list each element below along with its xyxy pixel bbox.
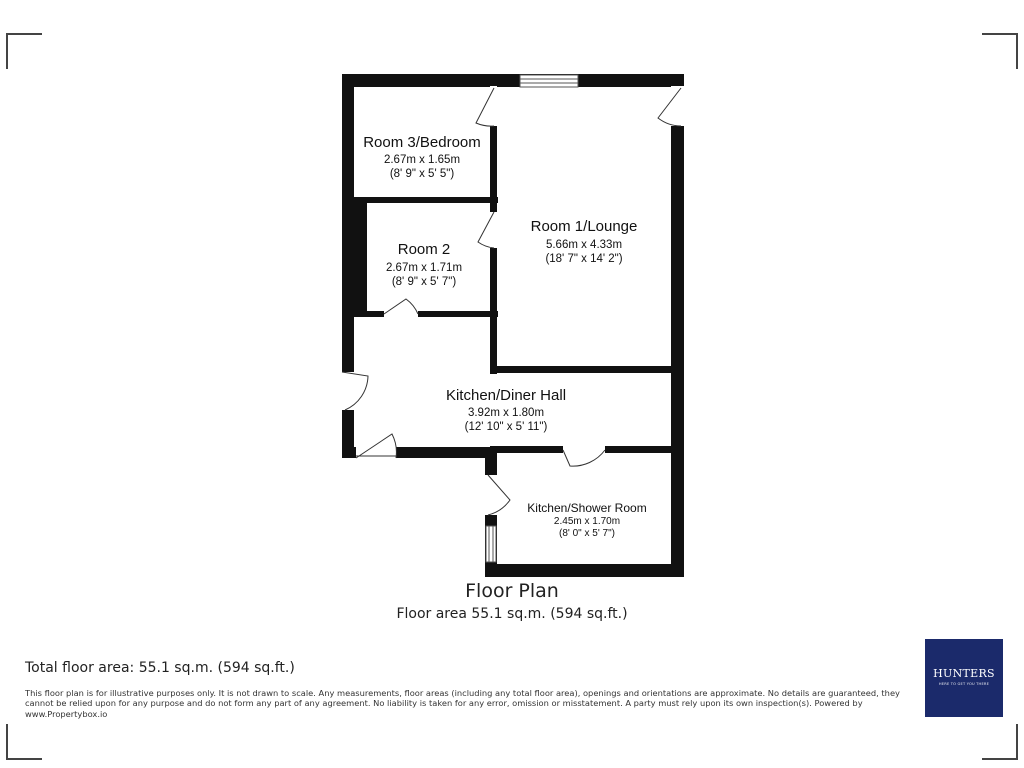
- kitchen-shower-room-imperial: (8' 0" x 5' 7"): [559, 528, 615, 539]
- room-3-name: Room 3/Bedroom: [363, 134, 481, 151]
- room-2-label: [386, 241, 462, 288]
- logo-name: HUNTERS: [933, 667, 995, 680]
- room-1-metric: 5.66m x 4.33m: [545, 239, 623, 251]
- room-3-imperial: (8' 9" x 5' 5"): [389, 168, 455, 180]
- room-2-metric: 2.67m x 1.71m: [385, 262, 463, 274]
- plan-floor-area: Floor area 55.1 sq.m. (594 sq.ft.): [396, 606, 628, 622]
- kitchen-diner-hall-label: [446, 387, 566, 433]
- room-3-metric: 2.67m x 1.65m: [383, 154, 461, 166]
- room-1-label: [531, 218, 638, 265]
- hunters-logo: [925, 639, 1003, 717]
- room-2-imperial: (8' 9" x 5' 7"): [391, 276, 457, 288]
- kitchen-diner-hall-metric: 3.92m x 1.80m: [467, 407, 545, 419]
- kitchen-shower-room-label: [527, 501, 646, 539]
- room-1-name: Room 1/Lounge: [530, 218, 638, 235]
- kitchen-diner-hall-imperial: (12' 10" x 5' 11"): [464, 421, 548, 433]
- room-1-imperial: (18' 7" x 14' 2"): [545, 253, 623, 265]
- kitchen-shower-room-name: Kitchen/Shower Room: [527, 501, 647, 515]
- logo-tagline: HERE TO GET YOU THERE: [938, 682, 990, 686]
- room-3-label: [363, 134, 481, 180]
- room-2-name: Room 2: [397, 241, 451, 258]
- kitchen-shower-room-metric: 2.45m x 1.70m: [553, 516, 621, 527]
- disclaimer-text: This floor plan is for illustrative purposes only. It is not drawn to scale. Any measurements, floor areas (including any total floor area), openings and orientations are approximate. No details are guaranteed, they cannot be relied upon for any purpose and do not form any part of any agreement. No liability is taken for any error, omission or misstatement. A party must rely upon its own inspection(s). Powered by www.Propertybox.io: [25, 688, 900, 719]
- kitchen-diner-hall-name: Kitchen/Diner Hall: [445, 387, 567, 404]
- plan-title: Floor Plan: [465, 580, 559, 602]
- total-floor-area: Total floor area: 55.1 sq.m. (594 sq.ft.): [25, 660, 295, 676]
